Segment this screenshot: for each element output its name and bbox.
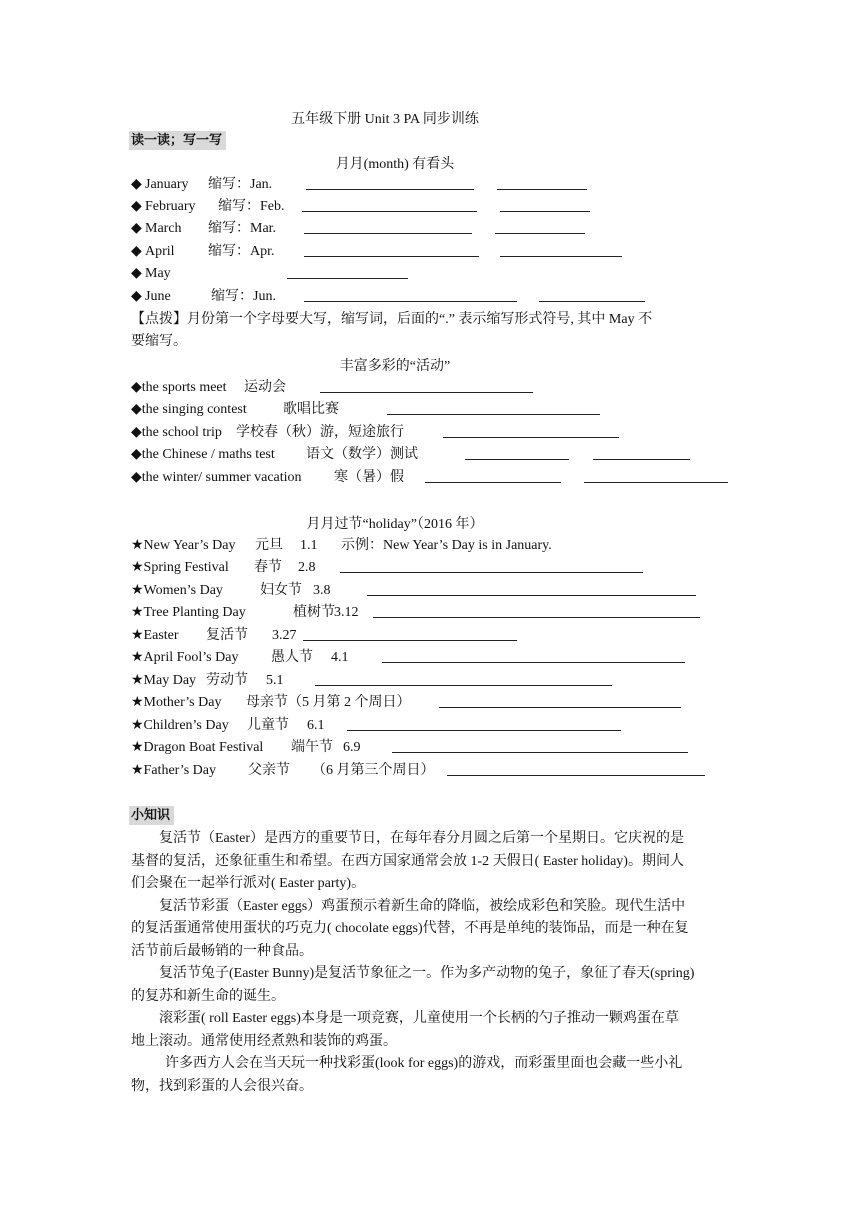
month-row xyxy=(131,287,142,307)
answer-blank[interactable] xyxy=(500,242,622,262)
paragraph-line: 复活节兔子(Easter Bunny)是复活节象征之一。作为多产动物的兔子，象征了春天(spring) xyxy=(159,966,695,981)
holiday-date: 4.1 xyxy=(331,650,349,665)
month-abbr: 缩写：Jan. xyxy=(208,177,273,192)
answer-blank[interactable] xyxy=(373,603,700,623)
answer-blank[interactable] xyxy=(347,716,621,736)
paragraph-line: 滚彩蛋( roll Easter eggs)本身是一项竞赛，儿童使用一个长柄的勺子推动一颗鸡蛋在草 xyxy=(159,1011,679,1026)
activity-cn: 歌唱比赛 xyxy=(283,402,339,417)
activity-en: ◆the sports meet xyxy=(131,380,227,395)
holiday-cn: 复活节 xyxy=(206,628,248,643)
month-abbr: 缩写：Mar. xyxy=(208,221,277,236)
paragraph-line: 许多西方人会在当天玩一种找彩蛋(look for eggs)的游戏，而彩蛋里面也会藏一些小礼 xyxy=(165,1056,683,1071)
section-header-read-write: 读一读；写一写 xyxy=(129,131,226,150)
subtitle-holidays: 月月过节“holiday”（2016 年） xyxy=(306,517,484,532)
holiday-date: 6.1 xyxy=(307,718,325,733)
month-row xyxy=(131,197,142,217)
holiday-example: 示例：New Year’s Day is in January. xyxy=(341,538,552,553)
answer-blank[interactable] xyxy=(304,242,479,262)
holiday-en: ★Easter xyxy=(131,628,179,643)
paragraph-line: 基督的复活，还象征重生和希望。在西方国家通常会放 1-2 天假日( Easter holiday)。期间人 xyxy=(131,853,684,869)
month-row xyxy=(131,264,142,284)
answer-blank[interactable] xyxy=(593,445,690,465)
answer-blank[interactable] xyxy=(443,423,619,443)
holiday-date: 3.27 xyxy=(272,628,297,643)
paragraph-line: 复活节（Easter）是西方的重要节日，在每年春分月圆之后第一个星期日。它庆祝的是 xyxy=(159,831,684,846)
answer-blank[interactable] xyxy=(392,738,688,758)
month-row xyxy=(131,219,142,239)
holiday-en: ★Father’s Day xyxy=(131,763,216,778)
month-name: May xyxy=(145,266,171,281)
answer-blank[interactable] xyxy=(425,468,561,488)
answer-blank[interactable] xyxy=(304,287,517,307)
holiday-cn: 父亲节 xyxy=(248,763,290,778)
holiday-cn: 劳动节 xyxy=(206,673,248,688)
answer-blank[interactable] xyxy=(465,445,569,465)
answer-blank[interactable] xyxy=(500,197,590,217)
answer-blank[interactable] xyxy=(303,626,517,646)
answer-blank[interactable] xyxy=(304,219,472,239)
answer-blank[interactable] xyxy=(287,264,408,284)
paragraph-line: 活节前后最畅销的一种食品。 xyxy=(131,943,313,959)
holiday-cn: 元旦 xyxy=(255,538,283,553)
paragraph-line: 们会聚在一起举行派对( Easter party)。 xyxy=(131,876,366,891)
month-row xyxy=(131,242,142,262)
bullet-icon: ◆ xyxy=(131,199,142,214)
activity-en: ◆the Chinese / maths test xyxy=(131,447,275,462)
answer-blank[interactable] xyxy=(497,175,587,195)
holiday-en: ★April Fool’s Day xyxy=(131,650,239,665)
month-abbr: 缩写：Apr. xyxy=(208,244,275,259)
holiday-en: ★May Day xyxy=(131,673,197,688)
holiday-date: （6 月第三个周日） xyxy=(312,763,435,778)
holiday-date: 3.12 xyxy=(334,605,359,620)
holiday-cn: 植树节 xyxy=(293,605,335,620)
answer-blank[interactable] xyxy=(439,693,681,713)
holiday-en: ★Dragon Boat Festival xyxy=(131,740,264,755)
month-abbr: 缩写：Feb. xyxy=(218,199,285,214)
answer-blank[interactable] xyxy=(367,581,696,601)
bullet-icon: ◆ xyxy=(131,177,142,192)
holiday-cn: 愚人节 xyxy=(271,650,313,665)
tip-line: 【点拨】月份第一个字母要大写，缩写词，后面的“.” 表示缩写形式符号, 其中 May 不 xyxy=(131,312,653,327)
subtitle-months: 月月(month) 有看头 xyxy=(335,157,455,172)
month-name: June xyxy=(145,289,171,304)
paragraph-line: 复活节彩蛋（Easter eggs）鸡蛋预示着新生命的降临，被绘成彩色和笑脸。现代生活中 xyxy=(159,898,686,914)
bullet-icon: ◆ xyxy=(131,244,142,259)
section-header-knowledge: 小知识 xyxy=(129,806,174,825)
paragraph-line: 地上滚动。通常使用经煮熟和装饰的鸡蛋。 xyxy=(131,1033,397,1049)
bullet-icon: ◆ xyxy=(131,289,142,304)
answer-blank[interactable] xyxy=(447,761,705,781)
holiday-date: 5.1 xyxy=(266,673,284,688)
activity-cn: 寒（暑）假 xyxy=(334,470,404,485)
subtitle-activities: 丰富多彩的“活动” xyxy=(339,359,451,374)
answer-blank[interactable] xyxy=(306,175,474,195)
holiday-en: ★Women’s Day xyxy=(131,583,223,598)
knowledge-text xyxy=(131,828,731,1098)
answer-blank[interactable] xyxy=(539,287,645,307)
tip-text xyxy=(131,309,736,353)
activity-en: ◆the winter/ summer vacation xyxy=(131,470,302,485)
bullet-icon: ◆ xyxy=(131,221,142,236)
activity-cn: 运动会 xyxy=(244,380,286,395)
activity-en: ◆the school trip xyxy=(131,425,222,440)
paragraph-line: 的复苏和新生命的诞生。 xyxy=(131,988,285,1004)
holiday-cn: 儿童节 xyxy=(247,718,289,733)
paragraph-line: 的复活蛋通常使用蛋状的巧克力( chocolate eggs)代替，不再是单纯的装饰品，而是一种在复 xyxy=(131,921,689,936)
bullet-icon: ◆ xyxy=(131,266,142,281)
answer-blank[interactable] xyxy=(584,468,728,488)
holiday-cn: 母亲节（5 月第 2 个周日） xyxy=(246,695,411,710)
month-name: February xyxy=(145,199,196,214)
holiday-en: ★New Year’s Day xyxy=(131,538,236,553)
activity-cn: 语文（数学）测试 xyxy=(306,447,418,462)
holiday-date: 3.8 xyxy=(313,583,331,598)
holiday-cn: 春节 xyxy=(254,560,282,575)
paragraph-line: 物，找到彩蛋的人会很兴奋。 xyxy=(131,1078,313,1094)
holiday-date: 2.8 xyxy=(298,560,316,575)
tip-line: 要缩写。 xyxy=(131,334,187,349)
answer-blank[interactable] xyxy=(495,219,585,239)
answer-blank[interactable] xyxy=(387,400,600,420)
month-name: March xyxy=(145,221,182,236)
answer-blank[interactable] xyxy=(315,671,612,691)
answer-blank[interactable] xyxy=(320,378,533,398)
activity-en: ◆the singing contest xyxy=(131,402,247,417)
answer-blank[interactable] xyxy=(382,648,685,668)
holiday-en: ★Mother’s Day xyxy=(131,695,222,710)
holiday-cn: 妇女节 xyxy=(260,583,302,598)
holiday-date: 6.9 xyxy=(343,740,361,755)
holiday-en: ★Children’s Day xyxy=(131,718,229,733)
month-name: April xyxy=(145,244,175,259)
page-title: 五年级下册 Unit 3 PA 同步训练 xyxy=(291,112,479,127)
holiday-en: ★Tree Planting Day xyxy=(131,605,246,620)
month-abbr: 缩写：Jun. xyxy=(211,289,276,304)
activity-cn: 学校春（秋）游，短途旅行 xyxy=(236,425,404,440)
month-name: January xyxy=(145,177,189,192)
answer-blank[interactable] xyxy=(340,558,643,578)
answer-blank[interactable] xyxy=(302,197,477,217)
holiday-cn: 端午节 xyxy=(291,740,333,755)
holiday-date: 1.1 xyxy=(300,538,318,553)
holiday-en: ★Spring Festival xyxy=(131,560,229,575)
